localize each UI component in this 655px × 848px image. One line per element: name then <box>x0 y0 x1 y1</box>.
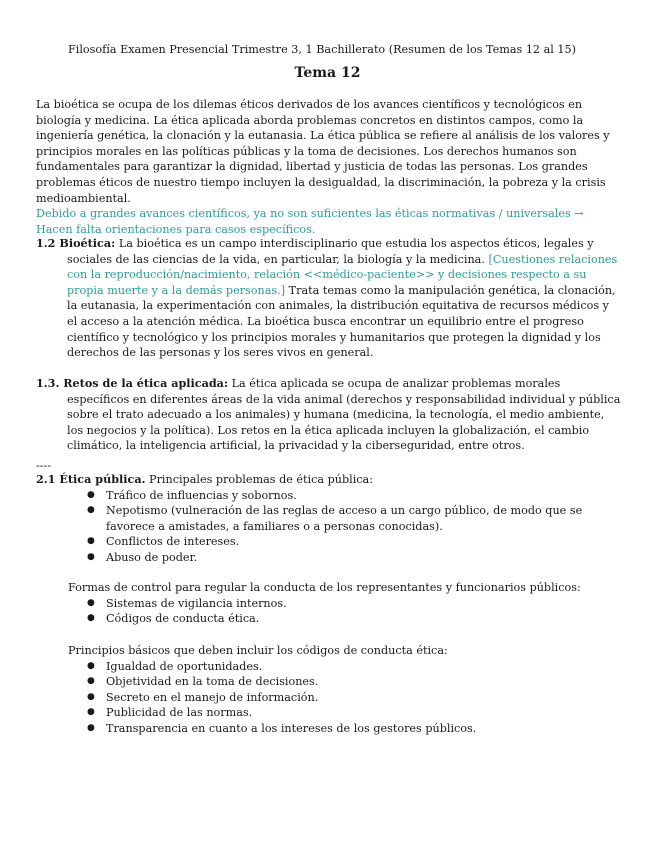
section-etica-publica-intro: Principales problemas de ética pública: <box>145 473 373 486</box>
list-item: ● Publicidad de las normas. <box>106 705 622 721</box>
section-bioetica-text-a: La bioética es un campo interdisciplinario que estudia los aspectos éticos, legales y sociales de las ciencias de la vida, en particular, la biología y la medicina. <box>67 237 594 266</box>
problems-list <box>36 488 622 566</box>
section-bioetica-text-b: Trata temas como la manipulación genética, la clonación, la eutanasia, la experimentación con animales, la distribución equitativa de recursos médicos y el acceso a la atención médica. La bioética busca encontrar un equilibrio entre el progreso científico y tecnológico y los principios morales y humanitarios que protegen la dignidad y los derechos de las personas y los seres vivos en general. <box>67 283 616 360</box>
section-bioetica-note: [Cuestiones relaciones con la reproducción/nacimiento, relación <<médico-paciente>> y decisiones respecto a su propia muerte y a la demás personas.] <box>67 252 618 297</box>
document-header: Filosofía Examen Presencial Trimestre 3, 1 Bachillerato (Resumen de los Temas 12 al 15) <box>68 43 577 56</box>
list-item: ● Códigos de conducta ética. <box>106 611 622 627</box>
section-retos-paragraph <box>36 376 622 454</box>
principles-block <box>36 643 622 737</box>
section-retos-heading: 1.3. Retos de la ética aplicada: <box>36 376 229 390</box>
controls-block <box>36 580 622 627</box>
section-bioetica <box>36 236 622 361</box>
principles-lead: Principios básicos que deben incluir los códigos de conducta ética: <box>68 644 448 657</box>
page-title: Tema 12 <box>294 65 361 81</box>
section-retos <box>36 376 622 454</box>
list-item: ● Transparencia en cuanto a los intereses de los gestores públicos. <box>106 721 622 737</box>
list-item: ● Igualdad de oportunidades. <box>106 659 622 675</box>
list-item: ● Abuso de poder. <box>106 550 622 566</box>
intro-note: Debido a grandes avances científicos, ya no son suficientes las éticas normativas / universales → Hacen falta orientaciones para casos específicos. <box>36 207 584 236</box>
intro-paragraph <box>36 97 622 237</box>
list-item: ● Conflictos de intereses. <box>106 534 622 550</box>
list-item: ● Secreto en el manejo de información. <box>106 690 622 706</box>
section-bioetica-paragraph <box>36 236 622 361</box>
intro-text: La bioética se ocupa de los dilemas éticos derivados de los avances científicos y tecnológicos en biología y medicina. La ética aplicada aborda problemas concretos en distintos campos, como la ingeniería genética, la clonación y la eutanasia. La ética pública se refiere al análisis de los valores y principios morales en las políticas públicas y la toma de decisiones. Los derechos humanos son fundamentales para garantizar la dignidad, libertad y justicia de todas las personas. Los grandes problemas éticos de nuestro tiempo incluyen la desigualdad, la discriminación, la pobreza y la crisis medioambiental. <box>36 98 610 205</box>
list-item: ● Objetividad en la toma de decisiones. <box>106 674 622 690</box>
section-etica-publica-lead <box>36 472 622 488</box>
controls-lead: Formas de control para regular la conducta de los representantes y funcionarios públicos: <box>68 581 581 594</box>
section-separator: ---- <box>36 459 52 472</box>
principles-list <box>36 659 622 737</box>
list-item: ● Tráfico de influencias y sobornos. <box>106 488 622 504</box>
section-retos-text: La ética aplicada se ocupa de analizar problemas morales específicos en diferentes áreas de la vida animal (derechos y responsabilidad individual y pública sobre el trato adecuado a los animales) y humana (medicina, la tecnología, el medio ambiente, los negocios y la política). Los retos en la ética aplicada incluyen la globalización, el cambio climático, la inteligencia artificial, la privacidad y la ciberseguridad, entre otros. <box>67 377 621 453</box>
section-etica-publica <box>36 472 622 566</box>
list-item: ● Nepotismo (vulneración de las reglas de acceso a un cargo público, de modo que se favorece a amistades, a familiares o a personas conocidas). <box>106 503 622 534</box>
section-bioetica-heading: 1.2 Bioética: <box>36 236 116 250</box>
list-item: ● Sistemas de vigilancia internos. <box>106 596 622 612</box>
section-etica-publica-heading: 2.1 Ética pública. <box>36 472 146 486</box>
controls-list <box>36 596 622 627</box>
